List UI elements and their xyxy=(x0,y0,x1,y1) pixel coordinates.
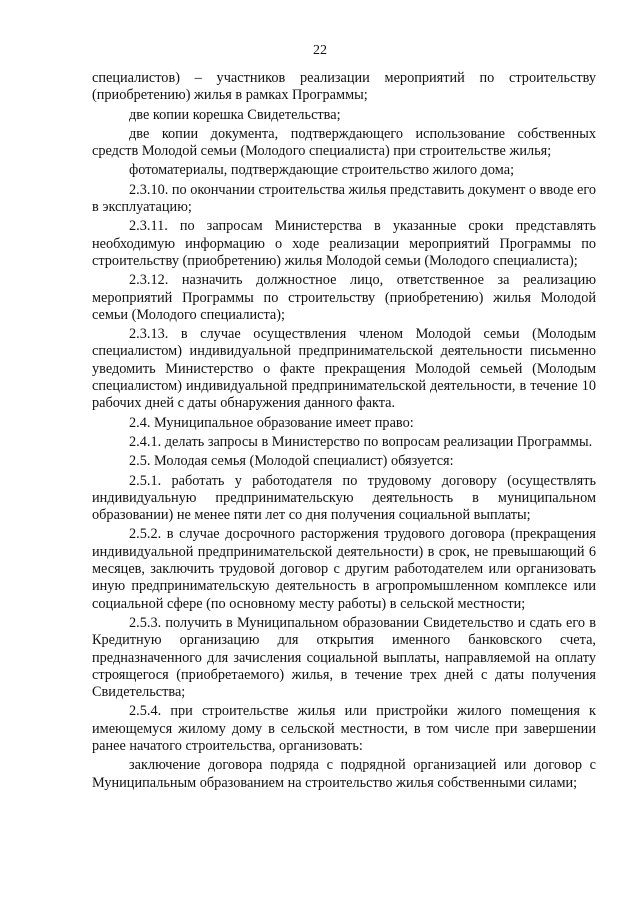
paragraph: 2.3.12. назначить должностное лицо, ответственное за реализацию мероприятий Программы по строительству (приобретению) жилья Молодой семьи (Молодого специалиста); xyxy=(92,272,596,323)
paragraph: две копии корешка Свидетельства; xyxy=(129,106,341,123)
document-body xyxy=(92,70,596,794)
paragraph: 2.5. Молодая семья (Молодой специалист) обязуется: xyxy=(129,453,454,470)
paragraph: 2.3.11. по запросам Министерства в указанные сроки представлять необходимую информацию о ходе реализации мероприятий Программы по строительству (приобретению) жилья Молодой семьи (Молодого специалиста); xyxy=(92,218,596,269)
paragraph: 2.5.1. работать у работодателя по трудовому договору (осуществлять индивидуальную предпринимательскую деятельность в муниципальном образовании) не менее пяти лет со дня получения социальной выплаты; xyxy=(92,472,596,524)
paragraph: 2.5.4. при строительстве жилья или пристройки жилого помещения к имеющемуся жилому дому в сельской местности, в том числе при завершении ранее начатого строительства, организовать: xyxy=(92,703,596,754)
paragraph: 2.5.3. получить в Муниципальном образовании Свидетельство и сдать его в Кредитную организацию для открытия именного банковского счета, предназначенного для зачисления социальной выплаты, направляемой на оплату строящегося (приобретаемого) жилья, в течение трех дней с даты получения Свидетельства; xyxy=(92,614,596,701)
paragraph: 2.3.13. в случае осуществления членом Молодой семьи (Молодым специалистом) индивидуальной предпринимательской деятельности письменно уведомить Министерство о факте прекращения Молодой семьей (Молодым специалистом) индивидуальной предпринимательской деятельности, в течение 10 рабочих дней с даты обнаружения данного факта. xyxy=(92,326,596,412)
paragraph: 2.5.2. в случае досрочного расторжения трудового договора (прекращения индивидуальной предпринимательской деятельности) в срок, не превышающий 6 месяцев, заключить трудовой договор с другим работодателем или организовать иную предпринимательскую деятельность в агропромышленном комплексе или социальной сфере (по основному месту работы) в сельской местности; xyxy=(92,526,596,612)
paragraph: 2.4. Муниципальное образование имеет право: xyxy=(129,414,414,431)
paragraph: 2.3.10. по окончании строительства жилья представить документ о вводе его в эксплуатацию; xyxy=(92,181,597,216)
page-number: 22 xyxy=(313,43,327,58)
paragraph: заключение договора подряда с подрядной организацией или договор с Муниципальным образованием на строительство жилья собственными силами; xyxy=(92,757,596,791)
paragraph: фотоматериалы, подтверждающие строительство жилого дома; xyxy=(129,162,515,179)
paragraph: специалистов) – участников реализации мероприятий по строительству (приобретению) жилья в рамках Программы; xyxy=(92,70,596,104)
paragraph: две копии документа, подтверждающего использование собственных средств Молодой семьи (Молодого специалиста) при строительстве жилья; xyxy=(92,125,596,160)
paragraph: 2.4.1. делать запросы в Министерство по вопросам реализации Программы. xyxy=(129,433,593,450)
